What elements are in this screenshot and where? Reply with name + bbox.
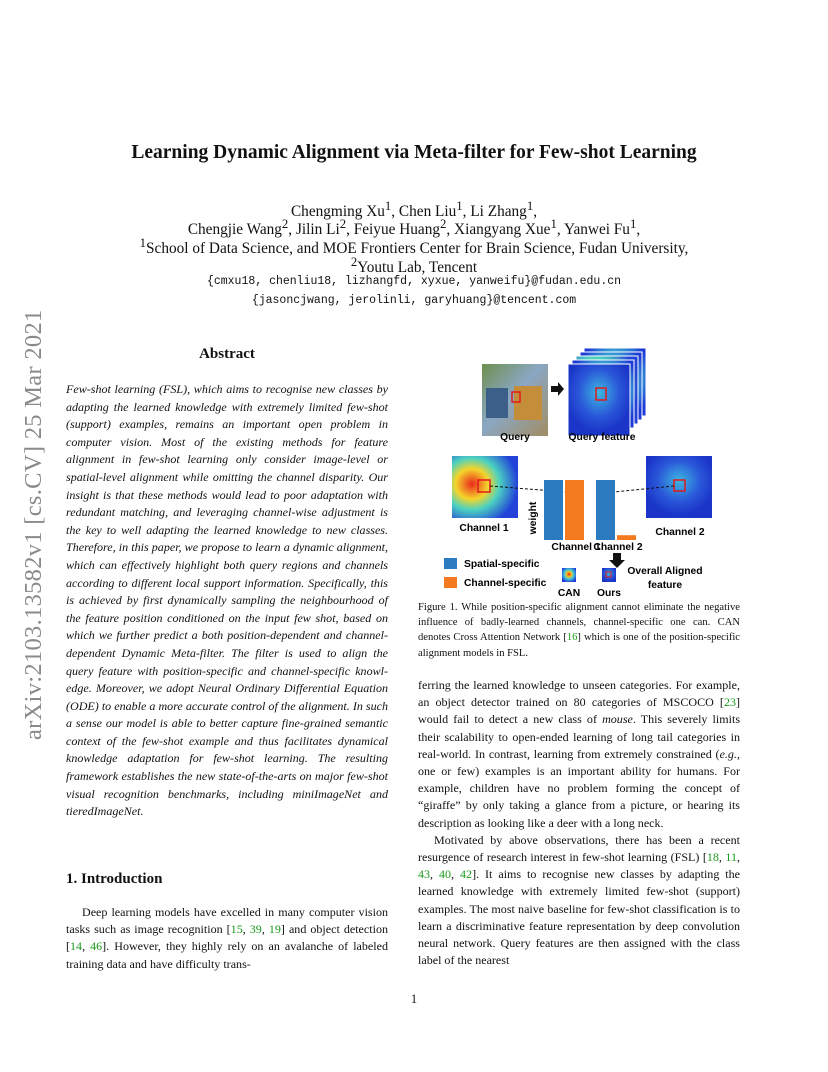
label-channel-1: Channel 1 — [459, 523, 509, 534]
label-channel-2: Channel 2 — [655, 527, 705, 538]
legend — [444, 558, 547, 589]
author-name: Xiangyang Xue — [454, 221, 551, 239]
query-feature-stack — [568, 348, 646, 436]
label-query: Query — [500, 432, 530, 443]
weight-bar-chart — [528, 480, 643, 553]
citation-link[interactable]: 15 — [230, 922, 243, 937]
citation-link[interactable]: 16 — [566, 632, 578, 644]
email-tencent: {jasoncjwang, jerolinli, garyhuang}@tencent.com — [251, 294, 577, 307]
abstract-heading: Abstract — [199, 346, 255, 362]
ours-thumbnail — [602, 568, 616, 582]
author-name: Feiyue Huang — [353, 221, 440, 239]
arxiv-identifier: arXiv:2103.13582v1 [cs.CV] 25 Mar 2021 — [20, 309, 47, 741]
affiliation-2: $^2$Youtu Lab, Tencent — [350, 255, 478, 277]
bar-channel2-spatial — [596, 480, 615, 540]
citation-link[interactable]: 42 — [460, 867, 473, 882]
intro-paragraph: Deep learning models have excelled in many computer vision tasks such as image recognition [15, 39, 19] and object detection [14, 46]. However, they highly rely on an avalanche of labeled training data and have difficulty trans- — [66, 905, 388, 971]
axis-label-channel-2: Channel 2 — [593, 542, 643, 553]
author-line-1: Chengming Xu$^1$, Chen Liu$^1$, Li Zhang$^1$, — [290, 199, 538, 221]
bar-channel1-spatial — [544, 480, 563, 540]
page-number: 1 — [410, 992, 418, 1006]
author-name: Li Zhang — [470, 203, 527, 221]
citation-link[interactable]: 19 — [268, 922, 281, 937]
author-name: Chengming Xu — [290, 203, 385, 221]
abstract-text: Few-shot learning (FSL), which aims to recognise new classes by adapting the learned knowledge with extremely limited few-shot (support) examples, remains an important open problem in computer vision. Most of the existing methods for feature alignment in few-shot learning only consider image-level or spatial-level alignment while omitting the channel disparity. Our insight is that these methods would lead to poor adaptation with redundant matching, and leveraging channel-wise adjustment is the key to well adapting the learned knowledge to new classes. Therefore, in this paper, we propose to learn a dynamic alignment, which can effectively highlight both query regions and channels according to different local support information. Specifically, this is achieved by first dynamically sampling the neighbourhood of the feature position conditioned on the input few shot, based on which we further predict a both position-dependent and channel-dependent Dynamic Meta-filter. The filter is used to align the query feature with position-specific and channel-specific knowledge. Moreover, we adopt Neural Ordinary Differential Equation (ODE) to enable a more accurate control of the alignment. In such a sense our model is able to better capture fine-grained semantic context of the few-shot example and thus facilitates dynamical knowledge adaptation for few-shot learning. The resulting framework establishes the new state-of-the-arts on major few-shot visual recognition benchmarks, including miniImageNet and tieredImageNet. — [66, 382, 388, 819]
legend-swatch-channel — [444, 577, 457, 588]
author-name: Chengjie Wang — [187, 221, 282, 239]
citation-link[interactable]: 11 — [725, 850, 737, 865]
author-line-2: Chengjie Wang$^2$, Jilin Li$^2$, Feiyue Huang$^2$, Xiangyang Xue$^1$, Yanwei Fu$^1$, — [187, 217, 641, 239]
right-column-text — [418, 677, 740, 969]
bar-channel1-channel — [565, 480, 584, 540]
citation-link[interactable]: 39 — [249, 922, 262, 937]
bar-channel2-channel — [617, 535, 636, 540]
paragraph: ferring the learned knowledge to unseen categories. For example, an object detector trained on 80 categories of MSCOCO [23] would fail to detect a new class of mouse. This severely limits their scalability to open-ended learning of long tail categories in real-world. In contrast, learning from extremely constrained (e.g., one or few) examples is an important ability for humans. For example, children have no problem forming the concept of “giraffe” by only taking a glance from a picture, or hearing its description as looking like a deer with a long neck. — [418, 678, 741, 830]
figure-1-graphic — [418, 340, 740, 602]
citation-link[interactable]: 43 — [418, 867, 431, 882]
citation-link[interactable]: 40 — [439, 867, 452, 882]
citation-link[interactable]: 23 — [723, 695, 736, 710]
query-image — [482, 364, 548, 436]
citation-link[interactable]: 18 — [706, 850, 719, 865]
affiliation-1: $^1$School of Data Science, and MOE Frontiers Center for Brain Science, Fudan University, — [139, 236, 689, 258]
label-query-feature: Query feature — [568, 432, 636, 443]
citation-link[interactable]: 46 — [90, 939, 103, 954]
arrow-down-icon — [609, 553, 625, 568]
label-overall-aligned: Overall Aligned — [627, 566, 703, 577]
label-weight: weight — [528, 501, 539, 535]
legend-spatial: Spatial-specific — [464, 559, 540, 570]
arrow-right-icon — [551, 382, 564, 396]
paper-title: Learning Dynamic Alignment via Meta-filter for Few-shot Learning — [131, 142, 697, 163]
channel-2-heatmap — [646, 456, 712, 518]
author-name: Jilin Li — [295, 221, 340, 239]
label-can: CAN — [557, 588, 581, 599]
section-heading-introduction: 1. Introduction — [66, 871, 163, 887]
label-ours: Ours — [596, 588, 622, 599]
author-name: Chen Liu — [398, 203, 457, 221]
author-name: Yanwei Fu — [563, 221, 630, 239]
legend-channel: Channel-specific — [464, 578, 547, 589]
can-thumbnail — [562, 568, 576, 582]
figure-1 — [418, 340, 740, 602]
channel-1-heatmap — [452, 456, 518, 518]
axis-label-channel-1: Channel 1 — [551, 542, 601, 553]
legend-swatch-spatial — [444, 558, 457, 569]
figure-1-caption: Figure 1. While position-specific alignment cannot eliminate the negative influence of badly-learned channels, channel-specific one can. CAN denotes Cross Attention Network [16] which is one of the position-specific alignment models in FSL. — [418, 602, 740, 659]
citation-link[interactable]: 14 — [70, 939, 83, 954]
email-fudan: {cmxu18, chenliu18, lizhangfd, xyxue, yanweifu}@fudan.edu.cn — [206, 275, 622, 288]
label-feature: feature — [647, 580, 683, 591]
paragraph: Motivated by above observations, there has been a recent resurgence of research interest in few-shot learning (FSL) [18, 11, 43, 40, 42]. It aims to recognise new classes by adapting the learned knowledge with extremely limited few-shot (support) examples. The most naive baseline for few-shot classification is to learn a discriminative feature representation by deep convolution neural network. Query features are then assigned with the class label of the nearest — [418, 832, 741, 968]
